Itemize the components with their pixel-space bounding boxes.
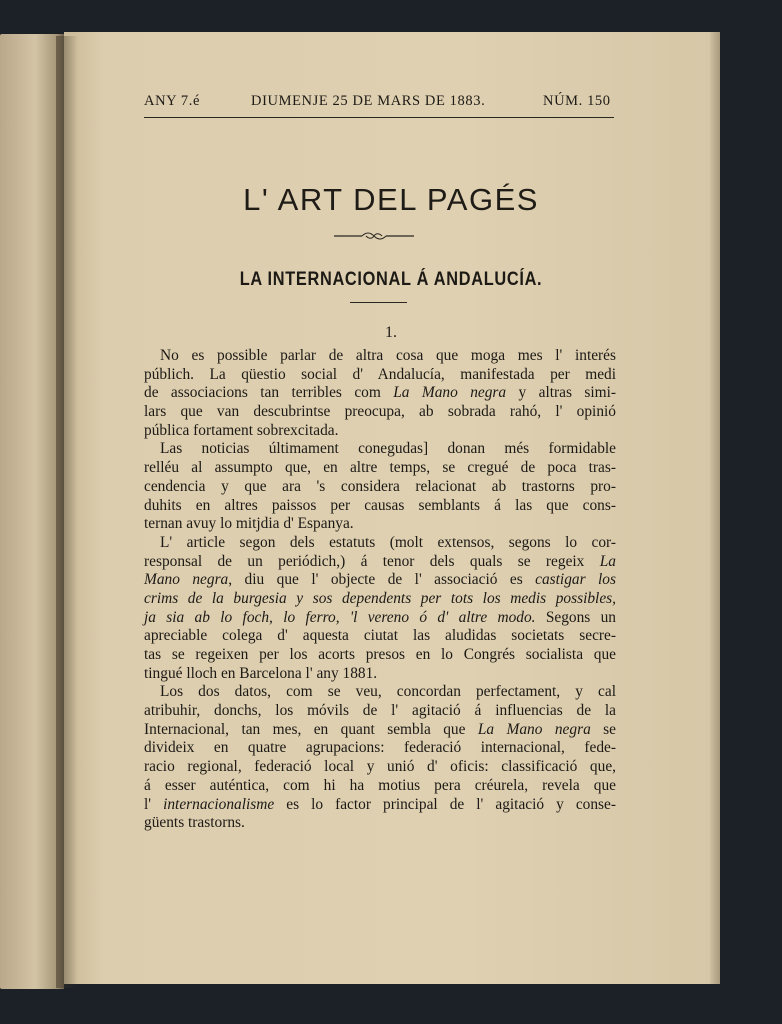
text-segment: Los dos datos, com se veu, concordan perfectament, y cal bbox=[160, 683, 616, 701]
page-edge bbox=[710, 32, 720, 984]
text-segment: responsal de un periódich,) á tenor dels quals se regeix bbox=[144, 552, 600, 570]
ornament-divider bbox=[332, 230, 416, 242]
text-line bbox=[144, 478, 616, 497]
text-segment: lars que van descubrintse preocupa, ab sobrada rahó, l' opinió bbox=[144, 403, 616, 421]
text-segment: racio regional, federació local y unió d' oficis: classificació que, bbox=[144, 758, 616, 776]
text-segment: es lo factor principal de l' agitació y conse- bbox=[274, 795, 616, 813]
text-line bbox=[144, 609, 616, 628]
text-segment: pública fortament sobrexcitada. bbox=[144, 421, 339, 439]
section-number: 1. bbox=[385, 324, 397, 341]
text-segment: atribuhir, donchs, los móvils de l' agitació á influencias de la bbox=[144, 702, 616, 720]
text-segment: No es possible parlar de altra cosa que moga mes l' interés bbox=[160, 347, 616, 364]
text-segment: güents trastorns. bbox=[144, 814, 245, 832]
text-line bbox=[144, 571, 616, 590]
italic-text: crims de la burgesia y sos dependents per tots los medis possibles, bbox=[144, 589, 616, 607]
text-line bbox=[144, 459, 616, 478]
italic-text: Mano negra bbox=[144, 571, 229, 589]
text-line bbox=[144, 590, 616, 609]
text-segment: Internacional, tan mes, en quant sembla que bbox=[144, 720, 478, 738]
text-segment: tas se regeixen per los acorts presos en lo Congrés socialista que bbox=[144, 646, 616, 663]
text-segment: ternan avuy lo mitjdia d' Espanya. bbox=[144, 515, 354, 533]
text-line bbox=[144, 721, 616, 740]
header-date: DIUMENJE 25 DE MARS DE 1883. bbox=[251, 93, 486, 109]
article-heading: LA INTERNACIONAL Á ANDALUCÍA. bbox=[239, 269, 543, 290]
masthead-title: L' ART DEL PAGÉS bbox=[243, 182, 539, 217]
italic-text: La Mano negra bbox=[477, 720, 591, 738]
italic-text: internacionalisme bbox=[163, 795, 275, 813]
text-line bbox=[144, 553, 616, 572]
text-segment: , diu que l' objecte de l' associació es bbox=[228, 571, 536, 589]
text-segment: divideix en quatre agrupacions: federació internacional, fede- bbox=[144, 739, 616, 757]
text-segment: Segons un bbox=[535, 608, 616, 626]
text-line bbox=[144, 665, 616, 684]
text-segment: y altras simi- bbox=[506, 384, 616, 402]
text-line bbox=[144, 366, 616, 385]
header-issue-number: NÚM. 150 bbox=[543, 93, 611, 109]
text-segment: de associacions tan terribles com bbox=[144, 384, 394, 402]
article-body bbox=[144, 347, 616, 833]
text-segment: duhits en altres paissos per causas semblants á las que cons- bbox=[144, 496, 616, 514]
header-rule bbox=[144, 117, 614, 118]
text-line bbox=[144, 814, 616, 833]
text-line bbox=[144, 739, 616, 758]
text-line bbox=[144, 422, 616, 441]
text-line bbox=[144, 384, 616, 403]
text-line bbox=[144, 534, 616, 553]
italic-text: La bbox=[599, 552, 616, 570]
text-line bbox=[144, 403, 616, 422]
text-segment: á esser auténtica, com hi ha motius pera créurela, revela que bbox=[144, 776, 616, 794]
newspaper-page bbox=[64, 32, 718, 984]
text-line bbox=[144, 796, 616, 815]
header-volume: ANY 7.é bbox=[144, 93, 201, 109]
facing-page-edge bbox=[0, 34, 64, 989]
text-line bbox=[144, 515, 616, 534]
text-segment: L' article segon dels estatuts (molt extensos, segons lo cor- bbox=[160, 533, 616, 551]
text-line bbox=[144, 646, 616, 665]
text-segment: apreciable colega d' aquesta ciutat las aludidas societats secre- bbox=[144, 627, 616, 645]
text-line bbox=[144, 758, 616, 777]
text-segment: públich. La qüestio social d' Andalucía, manifestada per medi bbox=[144, 365, 616, 383]
text-line bbox=[144, 627, 616, 646]
text-line bbox=[144, 702, 616, 721]
text-segment: tingué lloch en Barcelona l' any 1881. bbox=[144, 664, 378, 682]
text-line bbox=[144, 347, 616, 366]
text-line bbox=[144, 683, 616, 702]
italic-text: castigar los bbox=[535, 571, 616, 589]
spine-shadow bbox=[56, 36, 78, 988]
text-segment: Las noticias últimament conegudas] donan més formidable bbox=[160, 440, 616, 458]
text-segment: l' bbox=[144, 795, 164, 813]
text-segment: se bbox=[590, 720, 616, 738]
text-segment: relléu al assumpto que, en altre temps, se cregué de poca tras- bbox=[144, 459, 616, 477]
text-line bbox=[144, 777, 616, 796]
text-line bbox=[144, 440, 616, 459]
italic-text: ja sia ab lo foch, lo ferro, 'l vereno ó d' altre modo. bbox=[144, 608, 536, 626]
text-line bbox=[144, 497, 616, 516]
text-segment: cendencia y que ara 's considera relacionat ab trastorns pro- bbox=[144, 477, 616, 495]
heading-rule bbox=[350, 302, 407, 303]
italic-text: La Mano negra bbox=[393, 384, 507, 402]
